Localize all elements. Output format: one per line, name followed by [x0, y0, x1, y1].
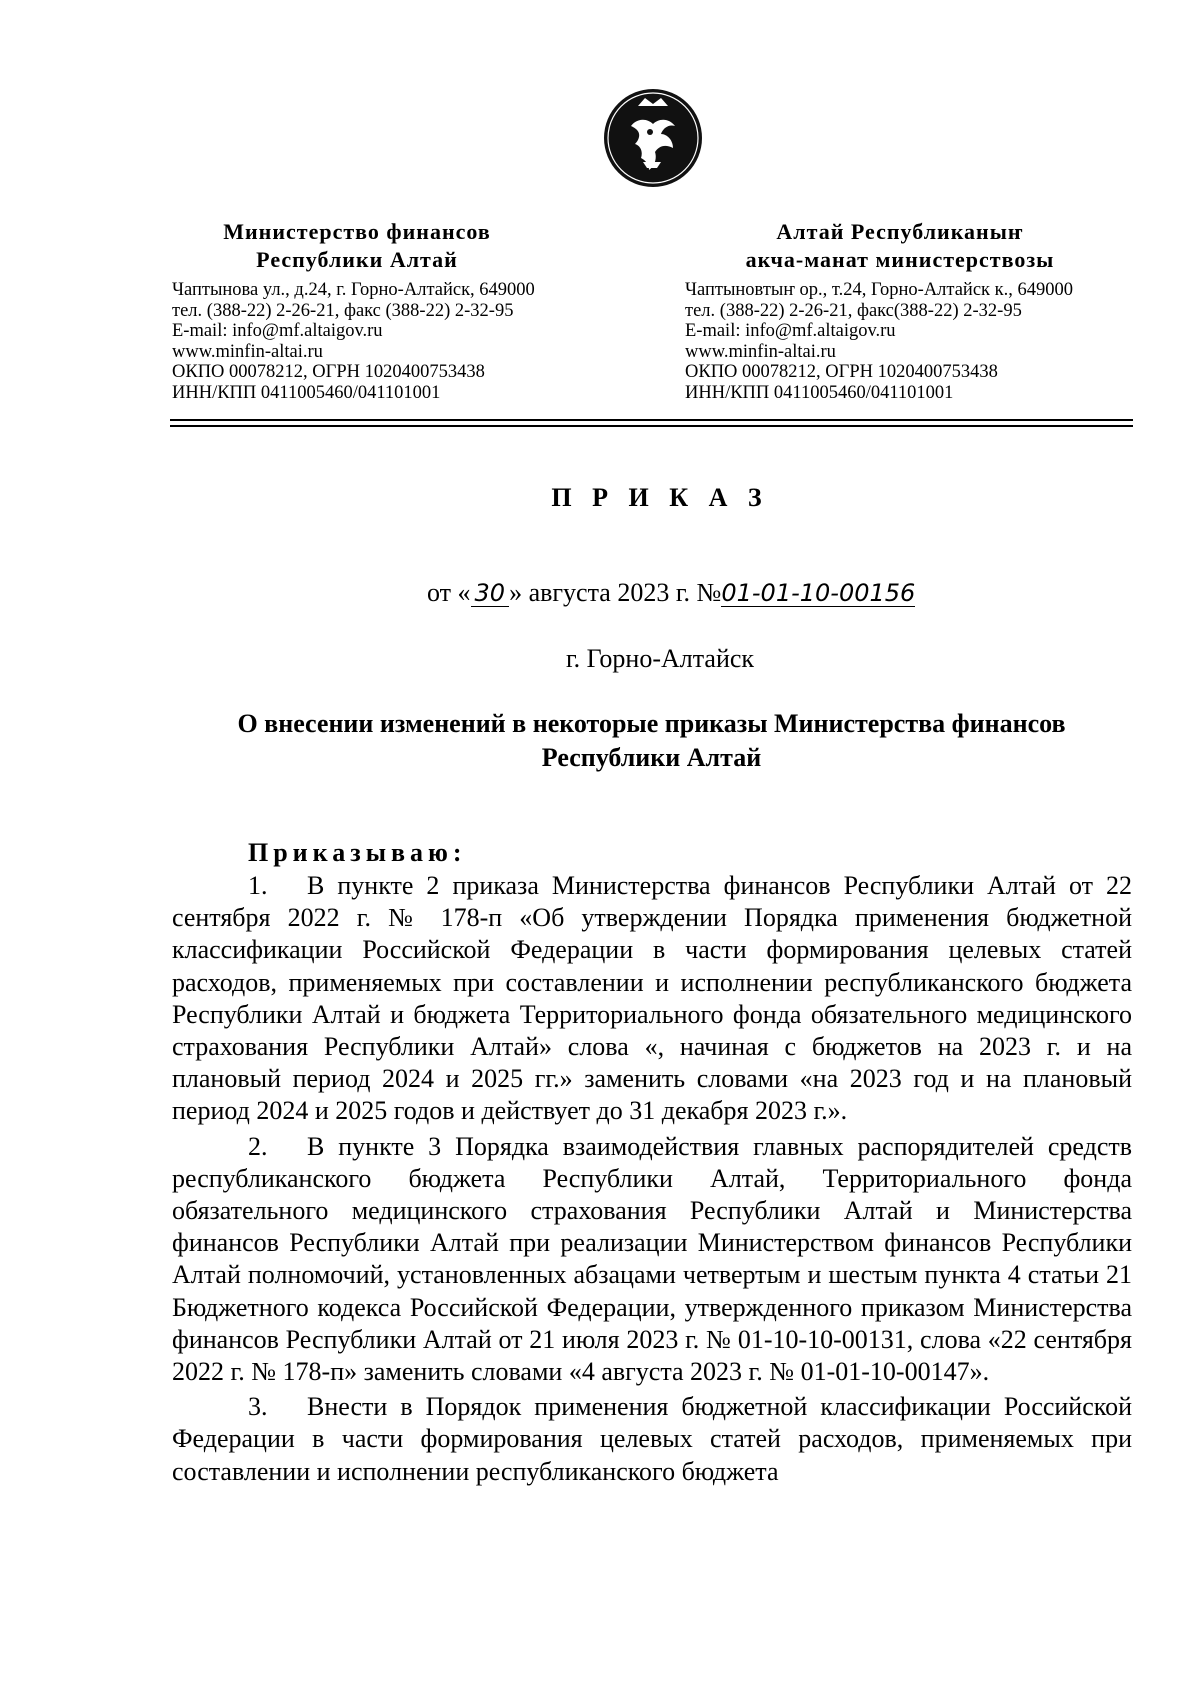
ministry-name-alt-line1: Алтай Республиканыҥ — [776, 219, 1024, 244]
document-heading: О внесении изменений в некоторые приказы Министерства финансов Республики Алтай — [237, 709, 1066, 772]
phone-fax: тел. (388-22) 2-26-21, факс (388-22) 2-32-95 — [172, 300, 514, 321]
contact-block-ru — [172, 280, 612, 403]
header-divider-bottom — [170, 425, 1133, 427]
order-word: Приказываю: — [248, 838, 467, 867]
document-body — [172, 870, 1132, 1488]
date-prefix: от « — [427, 578, 471, 607]
date-mid: » августа 2023 г. № — [509, 578, 722, 607]
paragraph-1 — [172, 870, 1132, 1128]
city: г. Горно-Алтайск — [565, 644, 755, 673]
website: www.minfin-altai.ru — [172, 341, 323, 362]
item-text: В пункте 3 Порядка взаимодействия главных распорядителей средств республиканского бюджета Республики Алтай, Территориального фонда обязательного медицинского страхования Республики Алтай и Министерства финансов Республики Алтай при реализации Министерством финансов Республики Алтай полномочий, установленных абзацами четвертым и шестым пункта 4 статьи 21 Бюджетного кодекса Российской Федерации, утвержденного приказом Министерства финансов Республики Алтай от 21 июля 2023 г. № 01-10-10-00131, слова «22 сентября 2022 г. № 178-п» заменить словами «4 августа 2023 г. № 01-01-10-00147». — [172, 1131, 1132, 1387]
inn-kpp: ИНН/КПП 0411005460/041101001 — [172, 382, 441, 403]
paragraph-3 — [172, 1391, 1132, 1488]
ministry-name-line1: Министерство финансов — [223, 219, 491, 244]
item-number: 1. — [248, 871, 268, 900]
ministry-name-alt-line2: акча-манат министерствозы — [745, 247, 1055, 272]
date-number-line — [427, 578, 915, 608]
paragraph-2 — [172, 1131, 1132, 1389]
email: E-mail: info@mf.altaigov.ru — [172, 321, 383, 341]
coat-of-arms-emblem — [603, 88, 703, 188]
ministry-name-line2: Республики Алтай — [256, 247, 458, 272]
header-right — [685, 218, 1125, 403]
address: Чаптынова ул., д.24, г. Горно-Алтайск, 649000 — [172, 280, 535, 300]
item-number: 3. — [248, 1392, 268, 1422]
email: E-mail: info@mf.altaigov.ru — [685, 321, 896, 341]
item-text: В пункте 2 приказа Министерства финансов Республики Алтай от 22 сентября 2022 г. № 178-п «Об утверждении Порядка применения бюджетной классификации Российской Федерации в части формирования целевых статей расходов, применяемых при составлении и исполнении республиканского бюджета Республики Алтай и бюджета Территориального фонда обязательного медицинского страхования Республики Алтай» слова «, начиная с бюджетов на 2023 г. и на плановый период 2024 и 2025 гг.» заменить словами «на 2023 год и на плановый период 2024 и 2025 годов и действует до 31 декабря 2023 г.». — [172, 871, 1132, 1126]
contact-block-alt — [685, 280, 1125, 403]
item-number: 2. — [248, 1131, 268, 1161]
ministry-name-alt — [685, 218, 1115, 274]
header-left — [172, 218, 612, 403]
phone-fax: тел. (388-22) 2-26-21, факс(388-22) 2-32-95 — [685, 300, 1022, 321]
header-divider-top — [170, 419, 1133, 421]
okpo-ogrn: ОКПО 00078212, ОГРН 1020400753438 — [685, 362, 998, 382]
item-text: Внести в Порядок применения бюджетной классификации Российской Федерации в части формирования целевых статей расходов, применяемых при составлении и исполнении республиканского бюджета — [172, 1392, 1132, 1486]
address: Чаптыновтыҥ ор., т.24, Горно-Алтайск к., 649000 — [685, 280, 1074, 300]
ministry-name-ru — [172, 218, 542, 274]
website: www.minfin-altai.ru — [685, 341, 836, 362]
inn-kpp: ИНН/КПП 0411005460/041101001 — [685, 382, 954, 403]
okpo-ogrn: ОКПО 00078212, ОГРН 1020400753438 — [172, 362, 485, 382]
handwritten-day: 30 — [471, 580, 510, 607]
document-type: П Р И К А З — [551, 483, 769, 512]
handwritten-number: 01-01-10-00156 — [721, 579, 916, 607]
